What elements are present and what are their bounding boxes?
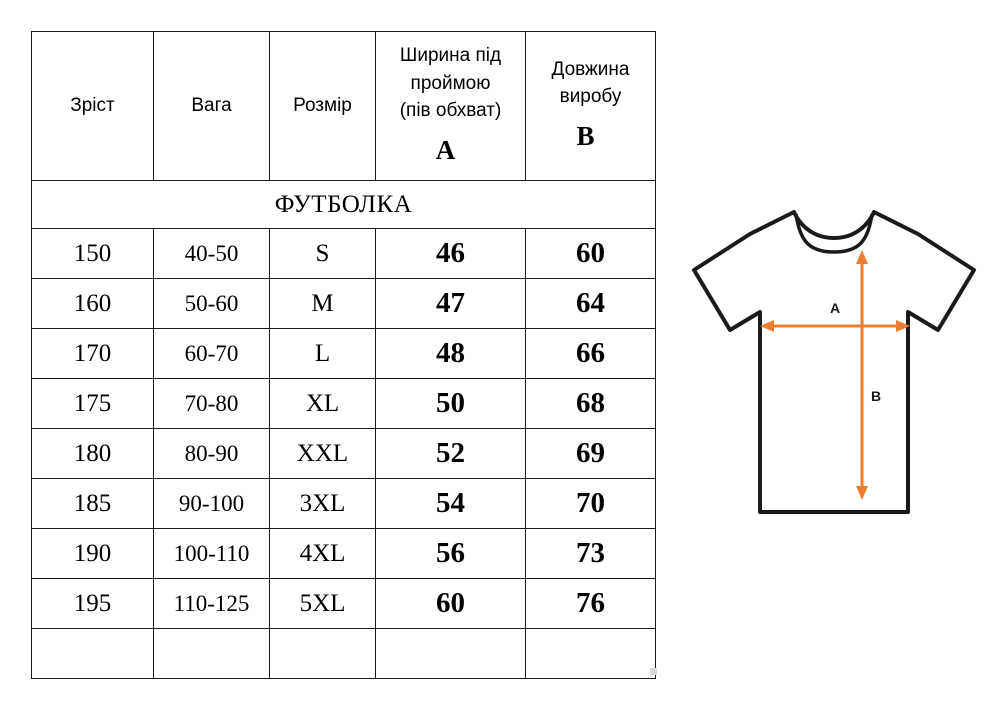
column-header-size-label: Розмір — [293, 95, 352, 117]
table-row — [32, 529, 656, 579]
cell-height: 180 — [32, 429, 154, 479]
cell-length-b: 69 — [526, 429, 656, 479]
cell-length-b: 66 — [526, 329, 656, 379]
cell-length-b: 70 — [526, 479, 656, 529]
cell-empty — [154, 629, 270, 679]
cell-height: 185 — [32, 479, 154, 529]
size-chart-table — [31, 31, 656, 679]
cell-empty — [526, 629, 656, 679]
measure-a-label: A — [829, 300, 841, 316]
cell-empty — [32, 629, 154, 679]
shirt-body-outline — [694, 212, 974, 512]
cell-size: M — [270, 279, 376, 329]
cell-height: 160 — [32, 279, 154, 329]
cell-size: XXL — [270, 429, 376, 479]
table-header-row — [32, 32, 656, 181]
cell-weight: 40-50 — [154, 229, 270, 279]
column-header-size — [270, 32, 376, 181]
table-corner-mark — [650, 668, 657, 675]
column-header-width-line2: проймою — [410, 72, 491, 94]
table-row — [32, 229, 656, 279]
cell-size: XL — [270, 379, 376, 429]
table-row-empty — [32, 629, 656, 679]
section-title-row — [32, 181, 656, 229]
cell-weight: 70-80 — [154, 379, 270, 429]
table-row — [32, 479, 656, 529]
column-header-length-line1: Довжина — [551, 58, 630, 80]
column-header-width-letter: A — [435, 134, 456, 165]
measure-b-label: B — [870, 388, 882, 404]
cell-empty — [376, 629, 526, 679]
cell-width-a: 46 — [376, 229, 526, 279]
cell-height: 175 — [32, 379, 154, 429]
column-header-width-line3: (пів обхват) — [399, 100, 502, 122]
cell-weight: 90-100 — [154, 479, 270, 529]
cell-length-b: 64 — [526, 279, 656, 329]
cell-width-a: 60 — [376, 579, 526, 629]
table-row — [32, 379, 656, 429]
column-header-length-line2: виробу — [559, 86, 622, 108]
cell-width-a: 50 — [376, 379, 526, 429]
table-row — [32, 279, 656, 329]
cell-weight: 80-90 — [154, 429, 270, 479]
table-row — [32, 329, 656, 379]
cell-length-b: 60 — [526, 229, 656, 279]
column-header-weight — [154, 32, 270, 181]
column-header-width-line1: Ширина під — [399, 45, 502, 67]
cell-width-a: 52 — [376, 429, 526, 479]
cell-weight: 60-70 — [154, 329, 270, 379]
column-header-length-letter: B — [576, 120, 595, 151]
cell-size: 4XL — [270, 529, 376, 579]
table-row — [32, 429, 656, 479]
t-shirt-measurement-diagram — [688, 196, 980, 528]
cell-length-b: 73 — [526, 529, 656, 579]
table-row — [32, 579, 656, 629]
cell-size: 5XL — [270, 579, 376, 629]
cell-width-a: 56 — [376, 529, 526, 579]
cell-height: 195 — [32, 579, 154, 629]
column-header-height-label: Зріст — [70, 95, 115, 117]
cell-size: 3XL — [270, 479, 376, 529]
cell-empty — [270, 629, 376, 679]
cell-size: S — [270, 229, 376, 279]
column-header-weight-label: Вага — [191, 95, 232, 117]
cell-width-a: 48 — [376, 329, 526, 379]
cell-height: 190 — [32, 529, 154, 579]
cell-height: 170 — [32, 329, 154, 379]
cell-weight: 100-110 — [154, 529, 270, 579]
cell-width-a: 47 — [376, 279, 526, 329]
column-header-height — [32, 32, 154, 181]
cell-weight: 110-125 — [154, 579, 270, 629]
cell-weight: 50-60 — [154, 279, 270, 329]
section-title: ФУТБОЛКА — [32, 181, 656, 229]
cell-height: 150 — [32, 229, 154, 279]
cell-size: L — [270, 329, 376, 379]
column-header-length — [526, 32, 656, 181]
cell-width-a: 54 — [376, 479, 526, 529]
column-header-width — [376, 32, 526, 181]
cell-length-b: 68 — [526, 379, 656, 429]
cell-length-b: 76 — [526, 579, 656, 629]
